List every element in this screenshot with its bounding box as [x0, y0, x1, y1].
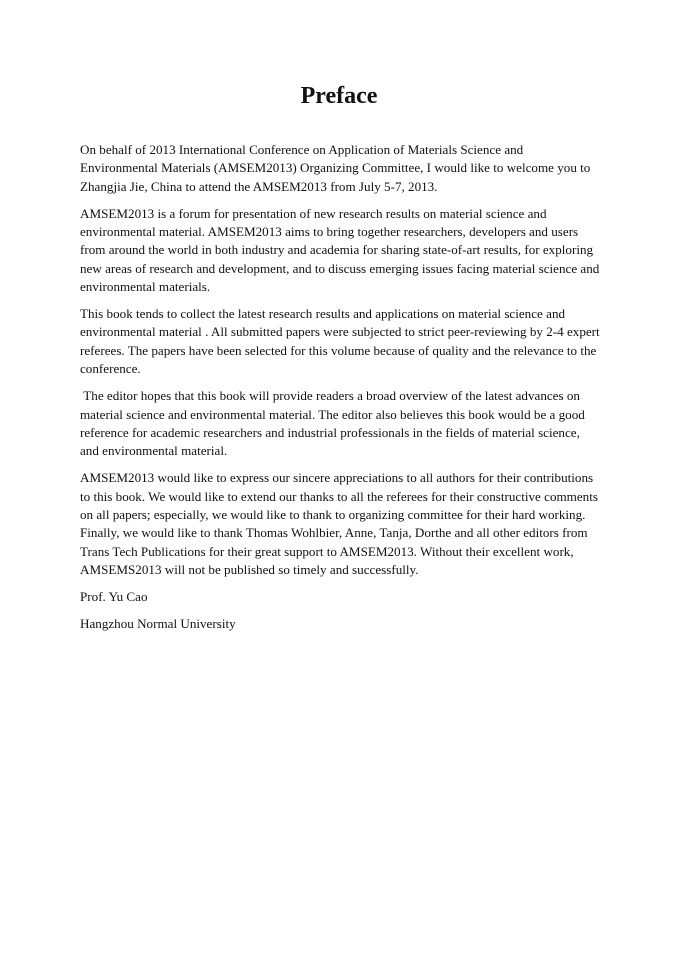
signature-name: Prof. Yu Cao [80, 588, 148, 604]
page-title: Preface [300, 83, 378, 109]
paragraph-editor-hopes: The editor hopes that this book will provide readers a broad overview of the latest advances on material science and environmental material. The editor also believes this book would be a good reference for academic researchers and industrial professionals in the fields of material science, and environmental material. [80, 388, 589, 459]
paragraph-forum: AMSEM2013 is a forum for presentation of new research results on material science and environmental material. AMSEM2013 aims to bring together researchers, developers and users from around the world in both industry and academia for sharing state-of-art results, for exploring new areas of research and development, and to discuss emerging issues facing material science and environmental materials. [80, 205, 600, 294]
paragraph-acknowledgements: AMSEM2013 would like to express our sincere appreciations to all authors for their contributions to this book. We would like to extend our thanks to all the referees for their constructive comments on all papers; especially, we would like to thank to organizing committee for their hard working. Finally, we would like to thank Thomas Wohlbier, Anne, Tanja, Dorthe and all other editors from Trans Tech Publications for their great support to AMSEM2013. Without their excellent work, AMSEMS2013 will not be published so timely and successfully. [80, 470, 598, 577]
paragraph-book-scope: This book tends to collect the latest research results and applications on material science and environmental material . All submitted papers were subjected to strict peer-reviewing by 2-4 expert referees. The papers have been selected for this volume because of quality and the relevance to the conference. [80, 306, 600, 377]
preface-body [80, 141, 600, 642]
paragraph-welcome: On behalf of 2013 International Conference on Application of Materials Science and Environmental Materials (AMSEM2013) Organizing Committee, I would like to welcome you to Zhangjia Jie, China to attend the AMSEM2013 from July 5-7, 2013. [80, 142, 591, 194]
signature-affiliation: Hangzhou Normal University [80, 616, 236, 632]
